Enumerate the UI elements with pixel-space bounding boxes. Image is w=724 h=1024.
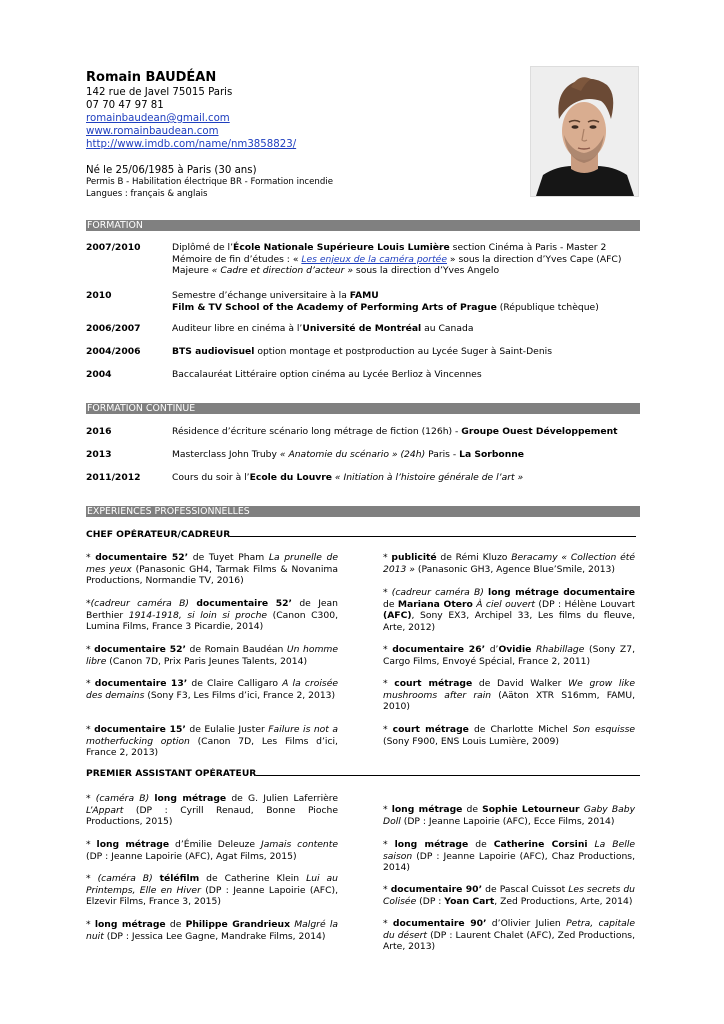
bullet: * (383, 644, 393, 655)
text: de Catherine Klein (199, 873, 307, 884)
type: long métrage (96, 839, 170, 850)
text: section Cinéma à Paris - Master 2 (449, 242, 607, 253)
experience-entry (383, 884, 635, 907)
role: (caméra B) (95, 793, 155, 804)
section-formation-continue: FORMATION CONTINUE (86, 403, 640, 414)
bullet: * (383, 839, 395, 850)
experience-entry (86, 919, 338, 942)
type: long métrage (391, 804, 463, 815)
type: téléfilm (159, 873, 200, 884)
experience-entry (383, 587, 635, 633)
languages: Langues : français & anglais (86, 188, 208, 199)
text: « Cadre et direction d’acteur » (211, 265, 353, 277)
text: de (468, 839, 494, 850)
heading-rule (230, 536, 636, 537)
bullet: * (86, 644, 95, 655)
experience-entry (383, 644, 635, 667)
type: long métrage (394, 839, 469, 850)
phone: 07 70 47 97 81 (86, 100, 164, 111)
school-name: Film & TV School of the Academy of Performing Arts of Prague (172, 301, 497, 313)
title: Lui au Printemps, Elle en Hiver (86, 873, 338, 896)
text: de Eulalie Juster (185, 724, 269, 735)
heading-rule (256, 775, 640, 776)
title: Son esquisse (572, 724, 636, 735)
website-link[interactable]: www.romainbaudean.com (86, 126, 219, 137)
bullet: * (86, 873, 98, 884)
bullet: * (86, 793, 96, 804)
director: Catherine Corsini (493, 839, 588, 850)
text: au Canada (421, 323, 474, 334)
formation-desc (172, 449, 640, 461)
formation-desc (172, 426, 640, 438)
role: (cadreur caméra B) (90, 598, 197, 609)
formation-year: 2004 (86, 369, 112, 380)
text: de Tuyet Pham (188, 552, 269, 563)
title: La prunelle de mes yeux (86, 552, 339, 575)
text: (Canon 7D, Les Films d’ici, France 2, 2013) (86, 735, 338, 759)
role: (cadreur caméra B) (391, 587, 489, 598)
text: (DP : (416, 895, 445, 907)
text (588, 839, 595, 850)
text: (DP : Cyrill Renaud, Bonne Pioche Productions, 2015) (86, 804, 338, 828)
section-formation: FORMATION (86, 220, 640, 231)
title: Failure is not a motherfucking option (86, 724, 339, 747)
type: court métrage (392, 724, 469, 735)
text: Paris - (425, 449, 460, 460)
title: À ciel ouvert (476, 598, 536, 610)
experience-entry (383, 678, 635, 713)
school-name: École Nationale Supérieure Louis Lumière (233, 242, 450, 253)
type: court métrage (394, 678, 473, 689)
school-name: Ecole du Louvre (249, 472, 332, 483)
type: documentaire 52’ (94, 644, 186, 655)
formation-year: 2016 (86, 426, 112, 437)
experience-entry (86, 724, 338, 759)
formation-year: 2013 (86, 449, 112, 460)
bullet: * (86, 724, 95, 735)
text: option montage et postproduction au Lycée Suger à Saint-Denis (254, 346, 552, 357)
school-name: Groupe Ouest Développement (461, 426, 618, 437)
text: Yoan Cart (444, 895, 495, 907)
text: (Panasonic GH3, Agence Blue’Smile, 2013) (414, 563, 615, 575)
formation-desc (172, 346, 640, 358)
formation-desc (172, 472, 640, 484)
formation-year: 2006/2007 (86, 323, 141, 334)
text: (République tchèque) (496, 301, 599, 313)
formation-year: 2004/2006 (86, 346, 141, 357)
formation-year: 2011/2012 (86, 472, 141, 483)
text: de (165, 919, 186, 930)
title: A la croisée des demains (86, 678, 339, 701)
text: (DP : Jeanne Lapoirie (AFC), Chaz Productions, 2014) (383, 850, 635, 874)
type: publicité (391, 552, 437, 563)
director: Mariana Otero (397, 598, 473, 610)
text: « Initiation à l’histoire générale de l’art » (334, 472, 524, 483)
text: (AFC) (383, 610, 412, 622)
permits: Permis B - Habilitation électrique BR - Formation incendie (86, 177, 334, 187)
text: de Rémi Kluzo (436, 552, 512, 563)
text: Diplômé de l’ (172, 242, 234, 253)
text: (Sony F900, ENS Louis Lumière, 2009) (383, 735, 559, 747)
director: Ovidie (498, 644, 532, 655)
experience-entry (86, 793, 338, 828)
title: 1914-1918, si loin si proche (128, 609, 268, 621)
bullet: * (383, 587, 392, 598)
formation-desc (172, 242, 640, 277)
imdb-link[interactable]: http://www.imdb.com/name/nm3858823/ (86, 139, 297, 150)
experience-entry (86, 552, 338, 587)
bullet: * (383, 918, 393, 929)
formation-year: 2010 (86, 290, 112, 301)
text: (Canon 7D, Prix Paris Jeunes Talents, 2014) (106, 655, 308, 667)
cv-name: Romain BAUDÉAN (86, 70, 217, 85)
experience-entry (383, 552, 635, 575)
text: « Anatomie du scénario » (24h) (279, 449, 426, 460)
text: (DP : Jeanne Lapoirie (AFC), Agat Films, 2015) (86, 850, 297, 862)
school-name: La Sorbonne (459, 449, 525, 460)
thesis-link[interactable]: Les enjeux de la caméra portée (301, 253, 447, 265)
profile-photo (530, 66, 639, 197)
text: (DP : Laurent Chalet (AFC), Zed Productions, Arte, 2013) (383, 929, 635, 953)
type: documentaire 15’ (94, 724, 186, 735)
experience-entry (86, 678, 338, 701)
text: Majeure (172, 265, 212, 277)
experience-entry (86, 644, 338, 667)
experience-entry (86, 839, 338, 862)
text: (DP : Hélène Louvart (535, 598, 635, 610)
bullet: * (383, 884, 391, 895)
text: (Sony Z7, Cargo Films, Envoyé Spécial, France 2, 2011) (383, 644, 635, 667)
text: de G. Julien Laferrière (226, 793, 339, 804)
section-experiences: EXPÉRIENCES PROFESSIONNELLES (86, 506, 640, 517)
formation-year: 2007/2010 (86, 242, 141, 253)
type: documentaire 13’ (94, 678, 188, 689)
text: Masterclass John Truby (172, 449, 280, 460)
text: de (383, 598, 398, 610)
text: (Panasonic GH4, Tarmak Films & Novanima Productions, Normandie TV, 2016) (86, 563, 338, 587)
text: » sous la direction d’Yves Cape (AFC) (446, 253, 622, 265)
title: La Belle saison (383, 839, 636, 862)
type: documentaire 52’ (95, 552, 189, 563)
type: long métrage (94, 919, 166, 930)
cv-page (86, 0, 640, 1024)
experience-entry (86, 598, 338, 633)
experience-entry (86, 873, 338, 908)
experience-entry (383, 804, 635, 827)
text: d’ (485, 644, 499, 655)
bullet: * (86, 552, 96, 563)
text: Cours du soir à l’ (172, 472, 250, 483)
title: Les secrets du Colisée (383, 884, 635, 907)
director: Philippe Grandrieux (185, 919, 290, 930)
role: (caméra B) (97, 873, 160, 884)
birth-info: Né le 25/06/1985 à Paris (30 ans) (86, 165, 257, 176)
bullet: * (383, 724, 393, 735)
experience-entry (383, 724, 635, 747)
title: Beracamy « Collection été 2013 » (383, 552, 636, 575)
text: (Canon C300, Lumina Films, France 3 Picardie, 2014) (86, 609, 339, 633)
school-name: Université de Montréal (302, 323, 422, 334)
contact-block (86, 86, 333, 200)
text: de Jean Berthier (86, 598, 339, 621)
bullet: * (86, 839, 97, 850)
bullet: * (383, 678, 395, 689)
text: de Claire Calligaro (187, 678, 283, 689)
text: (DP : Jeanne Lapoirie (AFC), Ecce Films, 2014) (400, 815, 615, 827)
bullet: * (86, 919, 95, 930)
text: sous la direction d’Yves Angelo (353, 265, 500, 277)
assistant-heading (86, 768, 640, 780)
chef-operateur-heading (86, 529, 640, 541)
text: de (462, 804, 483, 815)
school-name: FAMU (349, 290, 379, 301)
bullet: * (383, 552, 392, 563)
address: 142 rue de Javel 75015 Paris (86, 87, 233, 98)
type: long métrage documentaire (488, 587, 636, 598)
text: de Charlotte Michel (468, 724, 573, 735)
type: long métrage (154, 793, 227, 804)
text: Résidence d’écriture scénario long métrage de fiction (126h) - (172, 426, 462, 437)
title: Gaby Baby Doll (383, 804, 636, 827)
school-name: BTS audiovisuel (172, 346, 255, 357)
subsection-title: PREMIER ASSISTANT OPÉRATEUR (86, 768, 257, 779)
title: We grow like mushrooms after rain (383, 678, 635, 701)
experience-entry (383, 918, 635, 953)
title: Rhabillage (535, 644, 585, 655)
email-link[interactable]: romainbaudean@gmail.com (86, 113, 230, 124)
subsection-title: CHEF OPÉRATEUR/CADREUR (86, 529, 231, 540)
text: de David Walker (472, 678, 569, 689)
text: Mémoire de fin d’études : « (172, 253, 302, 265)
text: (DP : Jeanne Lapoirie (AFC), Elzevir Films, France 3, 2015) (86, 884, 338, 908)
text: , Sony EX3, Archipel 33, Les films du fleuve, Arte, 2012) (383, 610, 635, 633)
title: Petra, capitale du désert (383, 918, 635, 941)
type: documentaire 90’ (390, 884, 483, 895)
title: Un homme libre (86, 644, 339, 667)
director: Sophie Letourneur (482, 804, 580, 815)
type: documentaire 26’ (392, 644, 486, 655)
bullet: * (383, 804, 392, 815)
text: d’Olivier Julien (486, 918, 567, 929)
text: (Sony F3, Les Films d’ici, France 2, 2013) (144, 689, 336, 701)
text: Semestre d’échange universitaire à la (172, 290, 350, 301)
type: documentaire 90’ (392, 918, 487, 929)
text: , Zed Productions, Arte, 2014) (494, 895, 633, 907)
text: de Pascal Cuissot (482, 884, 569, 895)
text: d’Émilie Deleuze (169, 839, 261, 850)
bullet: * (86, 678, 95, 689)
text: Auditeur libre en cinéma à l’ (172, 323, 303, 334)
bullet: * (86, 598, 91, 609)
text: (DP : Jessica Lee Gagne, Mandrake Films, 2014) (103, 930, 326, 942)
experience-entry (383, 839, 635, 874)
type: documentaire 52’ (196, 598, 292, 609)
title: Malgré la nuit (86, 919, 339, 942)
formation-desc: Baccalauréat Littéraire option cinéma au Lycée Berlioz à Vincennes (172, 369, 482, 380)
formation-desc (172, 323, 640, 335)
formation-desc (172, 290, 640, 313)
title: Jamais contente (260, 839, 339, 850)
text: (Aäton XTR S16mm, FAMU, 2010) (383, 689, 635, 713)
title: L’Appart (86, 804, 124, 816)
text: de Romain Baudéan (185, 644, 287, 655)
